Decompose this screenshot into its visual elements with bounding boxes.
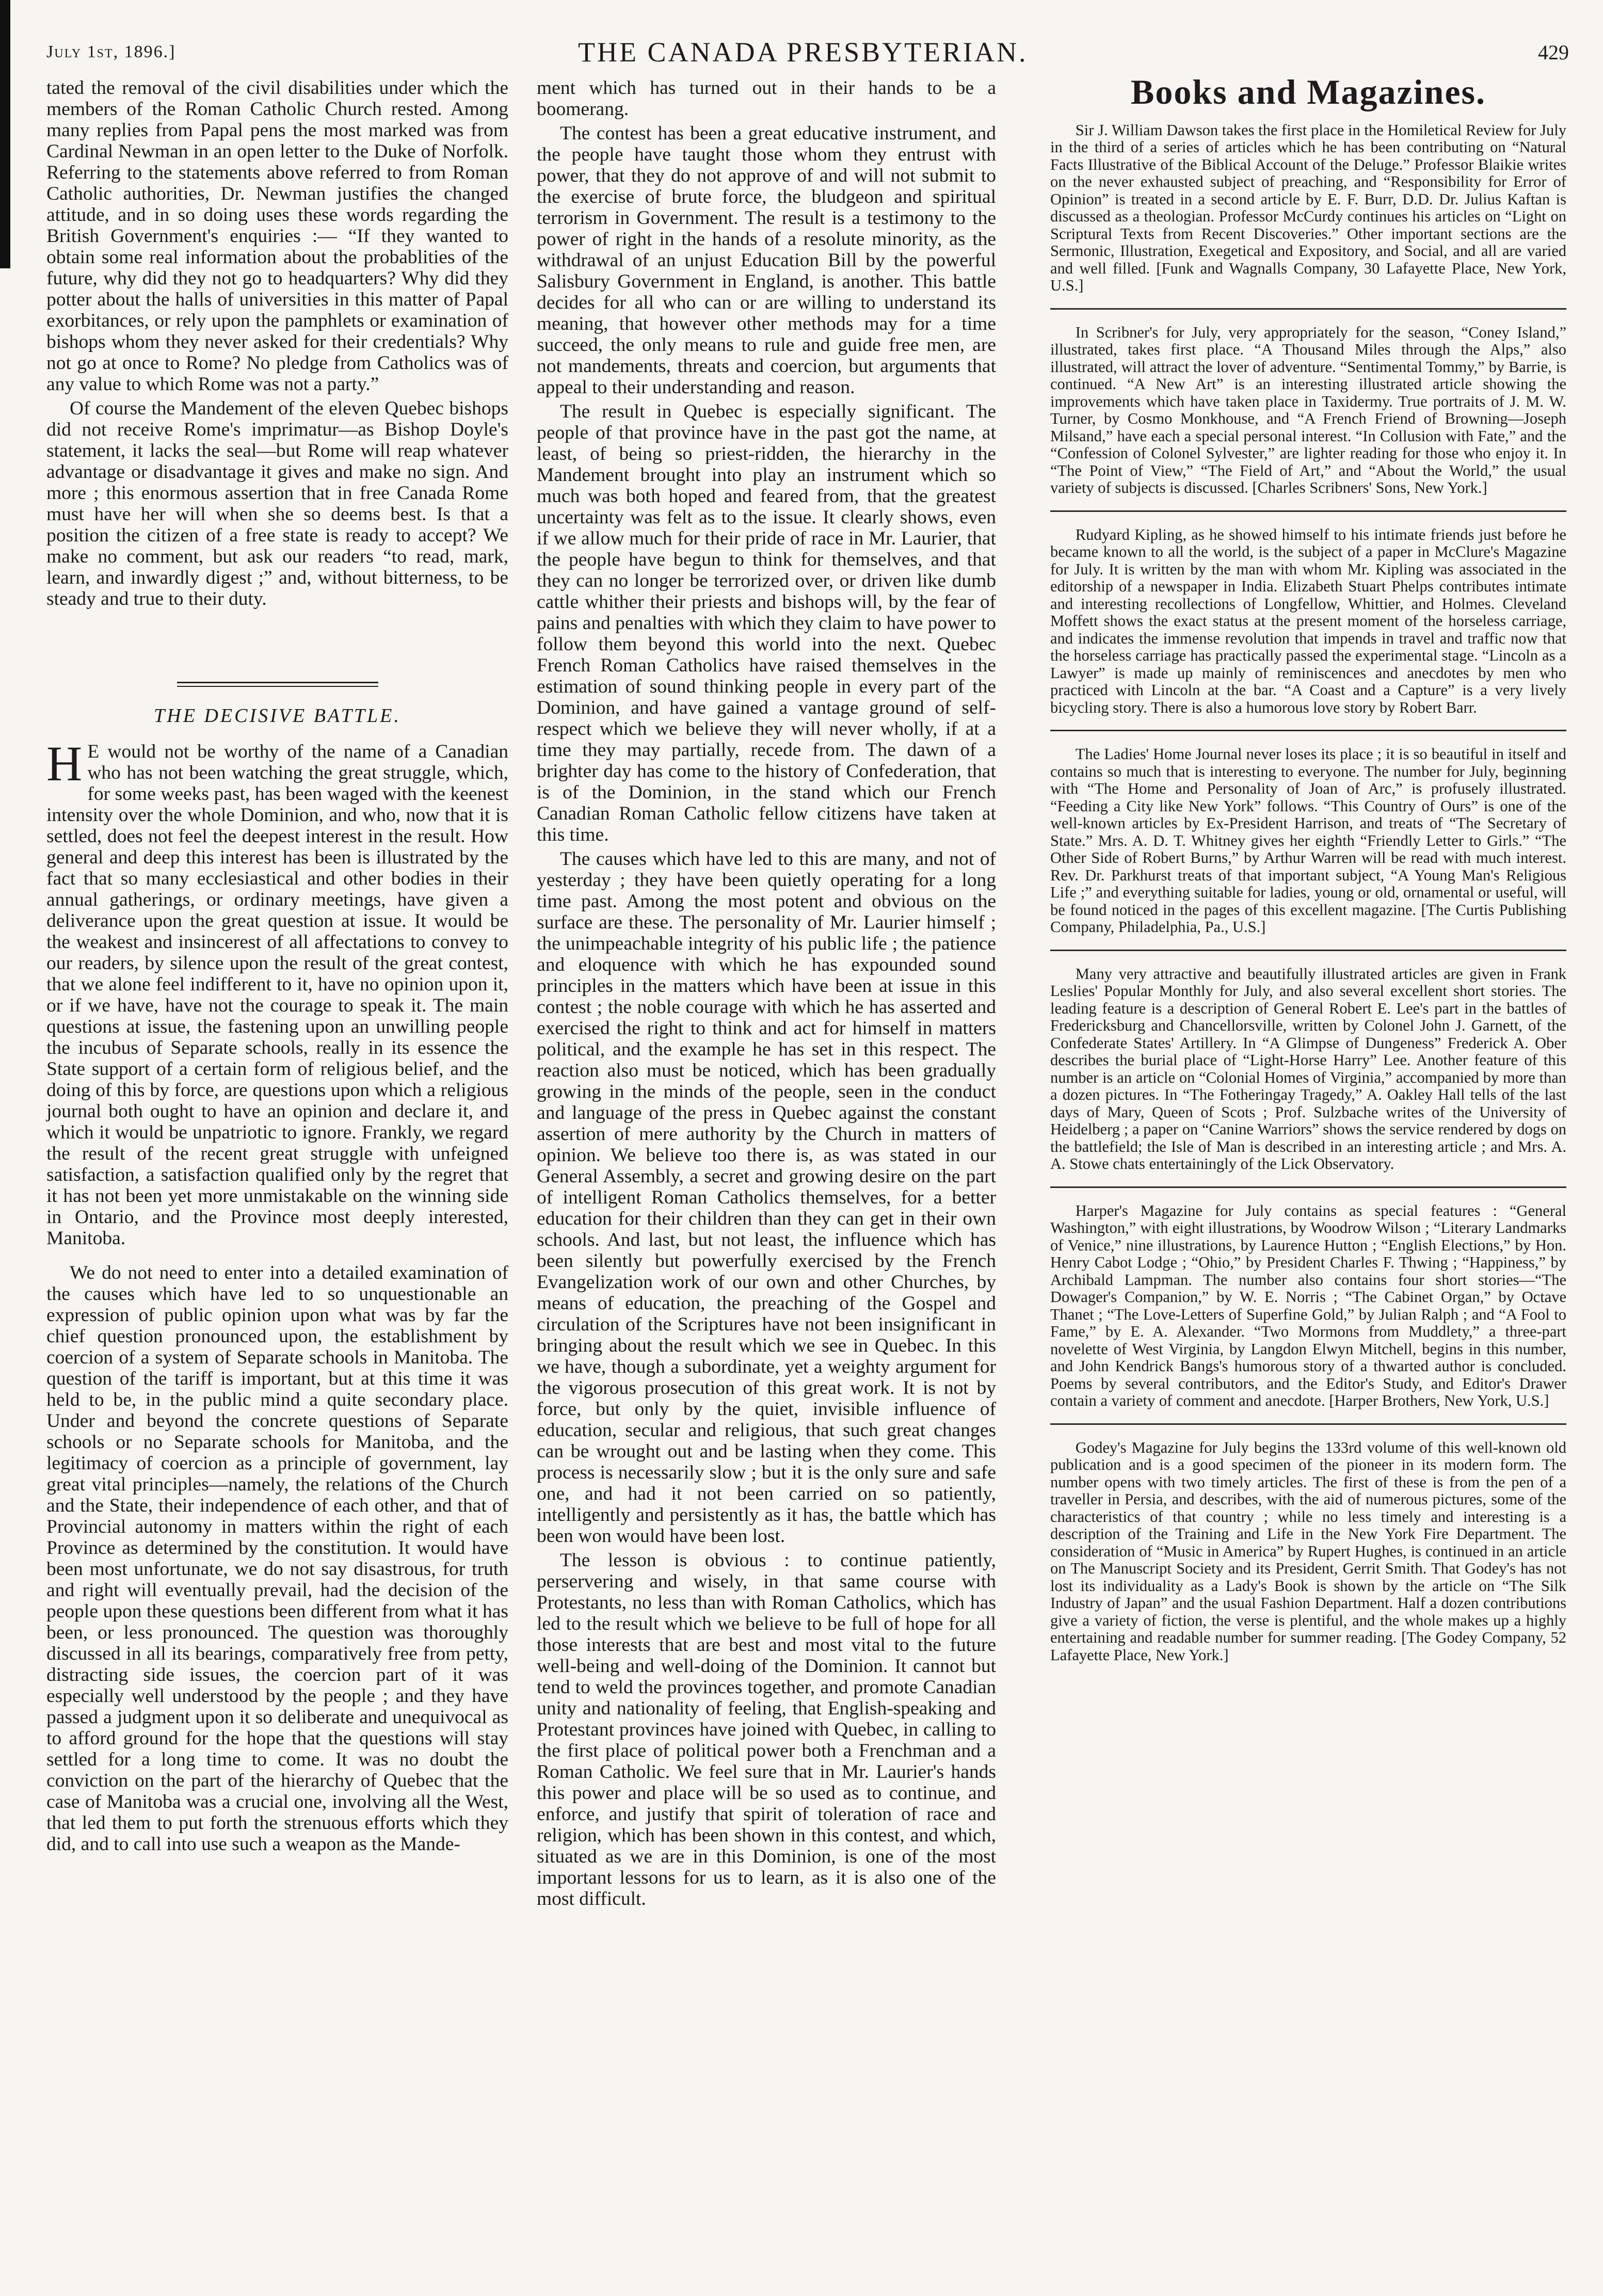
- review-text: Rudyard Kipling, as he showed himself to his intimate friends just before he became known to all the world, is the subject of a paper in McClure's Magazine for July. It is written by the man with whom Mr. Kipling was associated in the editorship of a newspaper in India. Elizabeth Stuart Phelps contributes intimate and interesting recollections of Longfellow, Whittier, and Holmes. Cleveland Moffett shows the exact status at the present moment of the horseless carriage, and indicates the immense revolution that impends in travel and traffic now that the horseless carriage has practically passed the experimental stage. “Lincoln as a Lawyer” is made up mainly of reminiscences and anecdotes by men who practiced with Lincoln at the bar. “A Coast and a Capture” is a very lively bicycling story. There is also a humorous love story by Robert Barr.: [1050, 525, 1566, 716]
- review-item: [1050, 1199, 1566, 1425]
- binding-edge-mark: [0, 0, 10, 268]
- section-divider: [177, 682, 378, 687]
- review-item: [1050, 962, 1566, 1188]
- section-title: THE DECISIVE BATTLE.: [154, 705, 401, 727]
- issue-date: July 1st, 1896.]: [46, 42, 176, 61]
- column-left: [46, 77, 508, 1858]
- paragraph: [46, 736, 508, 1249]
- paragraph: We do not need to enter into a detailed examination of the causes which have led to so unquestionable an expression of public opinion upon what was by far the chief question pronounced upon, the establishment by coercion of a system of Separate schools in Manitoba. The question of the tariff is important, but at this time it was held to be, in the public mind a quite secondary place. Under and beyond the concrete questions of Separate schools or no Separate schools for Manitoba, and the legitimacy of coercion as a principle of government, lay great vital principles—namely, the relations of the Church and the State, their independence of each other, and that of Provincial autonomy in matters within the right of each Province as determined by the constitution. It would have been most unfortunate, we do not say disastrous, for truth and right will eventually prevail, had the decision of the people upon these questions been different from what it has been, or less pronounced. The question was thoroughly discussed in all its bearings, comparatively free from petty, distracting side issues, the coercion part of it was especially well understood by the people ; and they have passed a judgment upon it so deliberate and unequivocal as to afford ground for the hope that the questions will stay settled for a long time to come. It was no doubt the conviction on the part of the hierarchy of Quebec that the case of Manitoba was a crucial one, involving all the West, that led them to put forth the strenuous efforts which they did, and to call into use such a weapon as the Mande-: [46, 1262, 508, 1855]
- review-text: Many very attractive and beautifully illustrated articles are given in Frank Leslies' Popular Monthly for July, and also several excellent short stories. The leading feature is a description of General Robert E. Lee's part in the battles of Fredericksburg and Chancellorsville, written by Colonel John J. Garnett, of the Confederate States' Artillery. In “A Glimpse of Dungeness” Frederick A. Ober describes the burial place of “Light-Horse Harry” Lee. Another feature of this number is an article on “Colonial Homes of Virginia,” accompanied by more than a dozen pictures. In “The Fotheringay Tragedy,” A. Oakley Hall tells of the last days of Mary, Queen of Scots ; Prof. Sulzbache writes of the University of Heidelberg ; a paper on “Canine Warriors” shows the service rendered by dogs on the battlefield; the Isle of Man is described in an interesting article ; and Mrs. A. A. Stowe chats entertainingly of the Lick Observatory.: [1050, 965, 1566, 1173]
- paragraph: The lesson is obvious : to continue patiently, perservering and wisely, in that same course with Protestants, no less than with Roman Catholics, which has led to the result which we believe to be full of hope for all those interests that are best and most vital to the future well-being and well-doing of the Dominion. It cannot but tend to weld the provinces together, and promote Canadian unity and nationality of feeling, that English-speaking and Protestant provinces have joined with Quebec, in calling to the first place of political power both a Frenchman and a Roman Catholic. We feel sure that in Mr. Laurier's hands this power and place will be so used as to continue, and enforce, and justify that spirit of toleration of race and religion, which has been shown in this contest, and which, situated as we are in this Dominion, is one of the most important lessons for us to learn, as it is also one of the most difficult.: [537, 1550, 996, 1909]
- review-text: In Scribner's for July, very appropriately for the season, “Coney Island,” illustrated, takes first place. “A Thousand Miles through the Alps,” also illustrated, will attract the lover of adventure. “Sentimental Tommy,” by Barrie, is continued. “A New Art” is an interesting illustrated article showing the improvements which have taken place in Taxidermy. True portraits of J. M. W. Turner, by Cosmo Monkhouse, and “A French Friend of Browning—Joseph Milsand,” have each a special personal interest. “In Collusion with Fate,” and the “Confession of Colonel Sylvester,” are lighter reading for those who enjoy it. In “The Point of View,” “The Field of Art,” and “About the World,” the usual variety of subjects is discussed. [Charles Scribners' Sons, New York.]: [1050, 323, 1566, 496]
- page-number: 429: [1538, 41, 1569, 64]
- review-text: The Ladies' Home Journal never loses its place ; it is so beautiful in itself and contains so much that is interesting to everyone. The number for July, beginning with “The Home and Personality of Joan of Arc,” is profusely illustrated. “Feeding a City like New York” follows. “This Country of Ours” is one of the well-known articles by Ex-President Harrison, and treats of “The Secretary of State.” Mrs. A. D. T. Whitney gives her eighth “Friendly Letter to Girls.” “The Other Side of Robert Burns,” by Arthur Warren will be read with much interest. Rev. Dr. Parkhurst treats of that important subject, “A Young Man's Religious Life ;” and everything suitable for ladies, young or old, ornamental or useful, will be found noticed in the pages of this excellent magazine. [The Curtis Publishing Company, Philadelphia, Pa., U.S.]: [1050, 745, 1566, 936]
- column-right: [1050, 72, 1566, 1689]
- review-text: Godey's Magazine for July begins the 133rd volume of this well-known old publication and is a good specimen of the pioneer in its modern form. The number opens with two timely articles. The first of these is from the pen of a traveller in Persia, and describes, with the aid of numerous pictures, some of the characteristics of that country ; while no less timely and interesting is a description of the Training and Life in the New York Fire Department. The consideration of “Music in America” by Rupert Hughes, is continued in an article on The Manuscript Society and its President, Gerrit Smith. That Godey's has not lost its individuality as a Lady's Book is shown by the article on “The Silk Industry of Japan” and the usual Fashion Department. Half a dozen contributions give a variety of fiction, the verse is plentiful, and the whole makes up a highly entertaining and readable number for summer reading. [The Godey Company, 52 Lafayette Place, New York.]: [1050, 1438, 1566, 1664]
- paragraph: The result in Quebec is especially significant. The people of that province have in the past got the name, at least, of being so priest-ridden, the hierarchy in the Mandement brought into play an instrument which so much was both hoped and feared from, that the greatest uncertainty was felt as to the issue. It clearly shows, even if we allow much for their pride of race in Mr. Laurier, that the people have begun to think for themselves, and that they can no longer be terrorized over, or driven like dumb cattle whither their priests and bishops will, by the fear of pains and penalties with which they claim to have power to follow them beyond this world into the next. Quebec French Roman Catholics have raised themselves in the estimation of sound thinking people in every part of the Dominion, and have gained a vantage ground of self-respect which we believe they will never wholly, if at a time they may partially, recede from. The dawn of a brighter day has come to the history of Confederation, that is of the Dominion, in the stand which our French Canadian Roman Catholic fellow citizens have taken at this time.: [537, 401, 996, 845]
- review-item: [1050, 523, 1566, 732]
- review-text: Harper's Magazine for July contains as special features : “General Washington,” with eight illustrations, by Woodrow Wilson ; “Literary Landmarks of Venice,” nine illustrations, by Laurence Hutton ; “English Elections,” by Hon. Henry Cabot Lodge ; “Ohio,” by President Charles F. Thwing ; “Happiness,” by Archibald Lampman. The number also contains four short stories—“The Dowager's Companion,” by W. E. Norris ; “The Cabinet Organ,” by Octave Thanet ; “The Love-Letters of Superfine Gold,” by Julian Ralph ; and “A Fool to Fame,” by E. A. Alexander. “Two Mormons from Muddlety,” a three-part novelette of West Virginia, by Langdon Elwyn Mitchell, begins in this number, and John Kendrick Bangs's humorous story of a thwarted author is concluded. Poems by several contributors, and the Editor's Study, and Editor's Drawer contain a variety of comment and anecdote. [Harper Brothers, New York, U.S.]: [1050, 1201, 1566, 1409]
- drop-cap: H: [46, 736, 83, 791]
- review-text: Sir J. William Dawson takes the first place in the Homiletical Review for July in the third of a series of articles which he has been contributing on “Natural Facts Illustrative of the Biblical Account of the Deluge.” Professor Blaikie writes on the never exhausted subject of preaching, and “Responsibility for Error of Opinion” is treated in a second article by E. F. Burr, D.D. Dr. Julius Kaftan is discussed as a theologian. Professor McCurdy continues his articles on “Light on Scriptural Texts from Recent Discoveries.” Other important sections are the Sermonic, Illustration, Exegetical and Expository, and Social, and all are varied and well filled. [Funk and Wagnalls Company, 30 Lafayette Place, New York, U.S.]: [1050, 121, 1566, 294]
- running-head: [36, 32, 1584, 73]
- paragraph: Of course the Mandement of the eleven Quebec bishops did not receive Rome's imprimatur—as Bishop Doyle's statement, it lacks the seal—but Rome will reap whatever advantage or disadvantage it gives and make no sign. And more ; this enormous assertion that in free Canada Rome must have her will when she so deems best. Is that a position the citizen of a free state is ready to accept? We make no comment, but ask our readers “to read, mark, learn, and inwardly digest ;” and, without bitterness, to be steady and true to their duty.: [46, 398, 508, 609]
- paragraph-text: E would not be worthy of the name of a Canadian who has not been watching the great struggle, which, for some weeks past, has been waged with the keenest intensity over the whole Dominion, and who, now that it is settled, does not feel the deepest interest in the result. How general and deep this interest has been is illustrated by the fact that so many ecclesiastical and other bodies in their annual gatherings, or ordinary meetings, have given a deliverance upon the great question at issue. It would be the weakest and insincerest of all affectations to convey to our readers, by silence upon the result of the great contest, that we alone feel indifferent to it, have no opinion upon it, or if we have, have not the courage to speak it. The main questions at issue, the fastening upon an unwilling people the incubus of Separate schools, really in its essence the State support of a certain form of religious belief, and the doing of this by force, are questions upon which a religious journal both ought to have an opinion and declare it, and which it would be unpatriotic to ignore. Frankly, we regard the result of the recent great struggle with unfeigned satisfaction, a satisfaction qualified only by the regret that it has not been yet more unmistakable on the winning side in Ontario, and the Province most deeply interested, Manitoba.: [46, 741, 508, 1249]
- review-item: [1050, 1436, 1566, 1678]
- publication-title: THE CANADA PRESBYTERIAN.: [578, 37, 1028, 68]
- paragraph: ment which has turned out in their hands to be a boomerang.: [537, 77, 996, 120]
- review-item: [1050, 743, 1566, 951]
- column-middle: [537, 77, 996, 1913]
- paragraph: tated the removal of the civil disabilities under which the members of the Roman Catholic Church rested. Among many replies from Papal pens the most marked was from Cardinal Newman in an open letter to the Duke of Norfolk. Referring to the statements above referred to from Roman Catholic authorities, Dr. Newman justifies the changed attitude, and in so doing uses these words regarding the British Government's enquiries :— “If they wanted to obtain some real information about the probablities of the future, why did they not go to headquarters? Why did they potter about the halls of universities in this matter of Papal exorbitances, or rely upon the pamphlets or examination of bishops whom they never asked for their credentials? Why not go at once to Rome? No pledge from Catholics was of any value to which Rome was not a party.”: [46, 77, 508, 395]
- books-and-magazines-heading: Books and Magazines.: [1131, 72, 1486, 111]
- paragraph: The causes which have led to this are many, and not of yesterday ; they have been quietly operating for a long time past. Among the most potent and obvious on the surface are these. The personality of Mr. Laurier himself ; the unimpeachable integrity of his public life ; the patience and eloquence with which he has expounded sound principles in the matters which have been at issue in this contest ; the noble courage with which he has asserted and exercised the right to think and act for himself in matters political, and the example he has set in this respect. The reaction also must be noticed, which has been gradually growing in the minds of the people, seen in the conduct and language of the press in Quebec against the constant assertion of mere authority by the Church in matters of opinion. We believe too there is, as was stated in our General Assembly, a secret and growing desire on the part of intelligent Roman Catholics themselves, for a better education for their children than they can get in their own schools. And last, but not least, the influence which has been silently but powerfully exercised by the French Evangelization work of our own and other Churches, by means of education, the preaching of the Gospel and circulation of the Scriptures have not been insignificant in bringing about the result which we see in Quebec. In this we have, though a subordinate, yet a weighty argument for the vigorous prosecution of this great work. It is not by force, but only by the quiet, invisible influence of education, secular and religious, that such great changes can be wrought out and be lasting when they come. This process is necessarily slow ; but it is the only sure and safe one, and had it not been carried on so patiently, intelligently and persistently as it has, the battle which has been won would have been lost.: [537, 848, 996, 1547]
- review-item: [1050, 321, 1566, 512]
- paragraph: The contest has been a great educative instrument, and the people have taught those whom they entrust with power, that they do not approve of and will not submit to the exercise of brute force, the bludgeon and spiritual terrorism in Government. The result is a testimony to the power of right in the hands of a resolute minority, as the withdrawal of an unjust Education Bill by the powerful Salisbury Government in England, is another. This battle decides for all who can or are willing to understand its meaning, that however other methods may for a time succeed, the only means to rule and guide free men, are not mandements, threats and coercion, but arguments that appeal to their understanding and reason.: [537, 123, 996, 398]
- review-item: [1050, 119, 1566, 310]
